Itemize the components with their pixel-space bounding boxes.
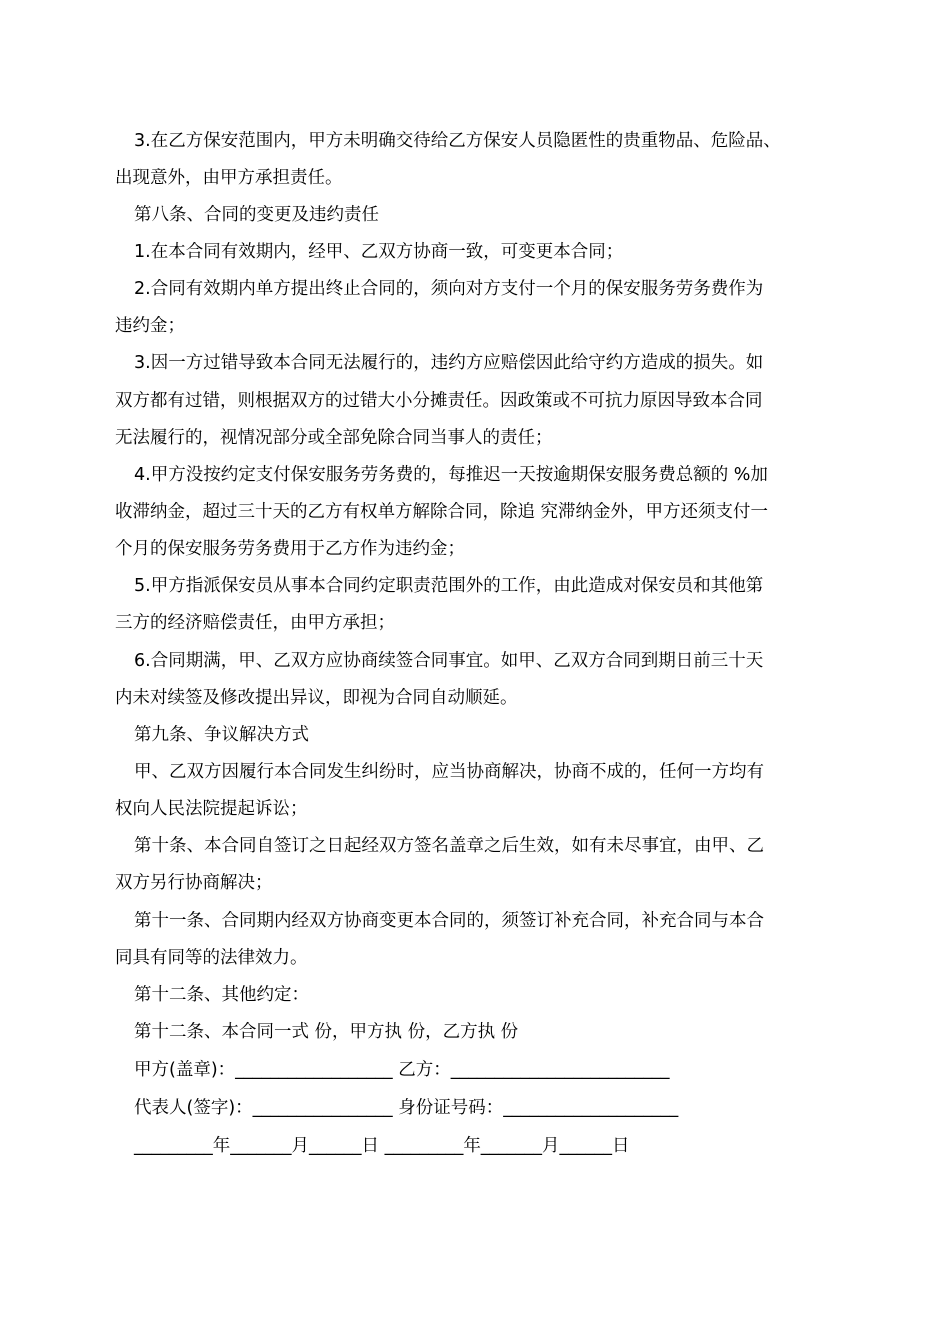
- clause-8-1: 1.在本合同有效期内，经甲、乙双方协商一致，可变更本合同；: [134, 242, 624, 262]
- article-8-heading: 第八条、合同的变更及违约责任: [134, 205, 379, 225]
- article-9-body-line-2: 权向人民法院提起诉讼；: [115, 799, 308, 819]
- article-11-line-1: 第十一条、合同期内经双方协商变更本合同的，须签订补充合同，补充合同与本合: [134, 911, 764, 931]
- article-11-line-2: 同具有同等的法律效力。: [115, 948, 308, 968]
- clause-8-2-line-1: 2.合同有效期内单方提出终止合同的，须向对方支付一个月的保安服务劳务费作为: [134, 279, 764, 299]
- clause-8-5-line-1: 5.甲方指派保安员从事本合同约定职责范围外的工作，由此造成对保安员和其他第: [134, 576, 764, 596]
- article-12-heading: 第十二条、其他约定：: [134, 985, 309, 1005]
- clause-8-6-line-2: 内未对续签及修改提出异议，即视为合同自动顺延。: [115, 688, 518, 708]
- article-9-heading: 第九条、争议解决方式: [134, 725, 309, 745]
- representative-id-line: 代表人(签字)：________________ 身份证号码：____________________: [134, 1098, 679, 1118]
- clause-7-3-line-2: 出现意外，由甲方承担责任。: [115, 168, 343, 188]
- clause-8-2-line-2: 违约金；: [115, 316, 185, 336]
- clause-8-3-line-1: 3.因一方过错导致本合同无法履行的，违约方应赔偿因此给守约方造成的损失。如: [134, 353, 764, 373]
- date-line: _________年_______月______日 _________年_______月______日: [134, 1136, 630, 1156]
- clause-8-4-line-1: 4.甲方没按约定支付保安服务劳务费的，每推迟一天按逾期保安服务费总额的 %加: [134, 465, 768, 485]
- article-9-body-line-1: 甲、乙双方因履行本合同发生纠纷时，应当协商解决，协商不成的，任何一方均有: [134, 762, 764, 782]
- clause-8-4-line-3: 个月的保安服务劳务费用于乙方作为违约金；: [115, 539, 465, 559]
- clause-8-4-line-2: 收滞纳金，超过三十天的乙方有权单方解除合同，除追 究滞纳金外，甲方还须支付一: [115, 502, 769, 522]
- clause-8-5-line-2: 三方的经济赔偿责任，由甲方承担；: [115, 613, 395, 633]
- clause-8-6-line-1: 6.合同期满，甲、乙双方应协商续签合同事宜。如甲、乙双方合同到期日前三十天: [134, 651, 764, 671]
- clause-7-3-line-1: 3.在乙方保安范围内，甲方未明确交待给乙方保安人员隐匿性的贵重物品、危险品、: [134, 131, 781, 151]
- clause-8-3-line-2: 双方都有过错，则根据双方的过错大小分摊责任。因政策或不可抗力原因导致本合同: [115, 391, 763, 411]
- article-10-line-1: 第十条、本合同自签订之日起经双方签名盖章之后生效，如有未尽事宜，由甲、乙: [134, 836, 764, 856]
- party-a-seal-line: 甲方(盖章)：__________________ 乙方：_________________________: [134, 1060, 670, 1080]
- article-10-line-2: 双方另行协商解决；: [115, 873, 273, 893]
- copies-line: 第十二条、本合同一式 份，甲方执 份，乙方执 份: [134, 1022, 519, 1042]
- clause-8-3-line-3: 无法履行的，视情况部分或全部免除合同当事人的责任；: [115, 428, 553, 448]
